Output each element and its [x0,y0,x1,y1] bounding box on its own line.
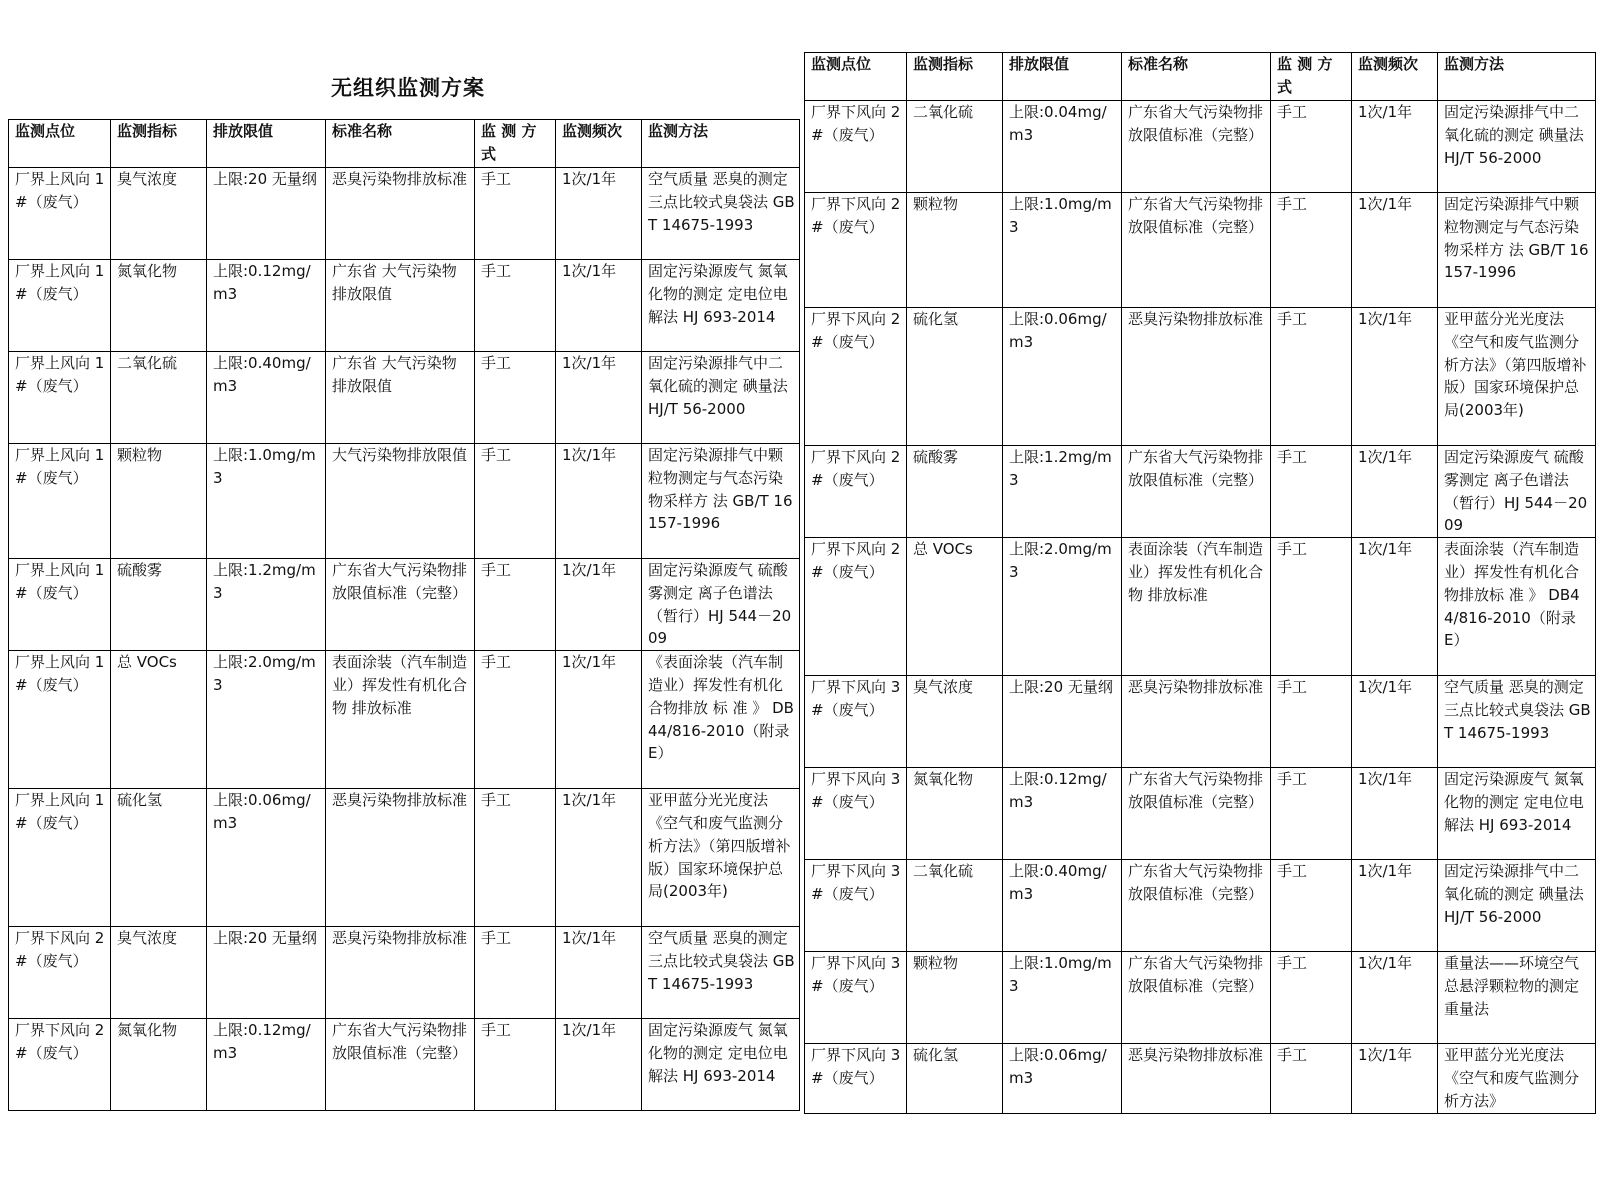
cell-indicator: 硫酸雾 [111,559,207,651]
cell-indicator: 硫酸雾 [907,446,1003,538]
cell-limit: 上限:1.0mg/m3 [207,444,326,559]
col-header-mode: 监 测 方式 [1271,53,1352,101]
cell-method: 固定污染源排气中二氧化硫的测定 碘量法 HJ/T 56-2000 [1438,101,1596,193]
cell-mode: 手工 [475,927,556,1019]
cell-method: 固定污染源废气 氮氧化物的测定 定电位电解法 HJ 693-2014 [1438,768,1596,860]
cell-frequency: 1次/1年 [556,789,642,927]
cell-location: 厂界下风向 3#（废气） [805,860,907,952]
cell-mode: 手工 [1271,538,1352,676]
col-header-location: 监测点位 [9,120,111,168]
cell-frequency: 1次/1年 [1352,1044,1438,1113]
cell-limit: 上限:0.12mg/m3 [207,260,326,352]
cell-standard: 广东省大气污染物排放限值标准（完整） [326,559,475,651]
table-row [805,1044,1596,1113]
cell-location: 厂界上风向 1#（废气） [9,559,111,651]
cell-location: 厂界下风向 2#（废气） [805,101,907,193]
cell-indicator: 颗粒物 [907,952,1003,1044]
table-row [805,538,1596,676]
cell-limit: 上限:0.06mg/m3 [1003,1044,1122,1113]
cell-frequency: 1次/1年 [556,927,642,1019]
cell-method: 固定污染源废气 硫酸雾测定 离子色谱法（暂行）HJ 544－2009 [1438,446,1596,538]
cell-standard: 广东省 大气污染物排放限值 [326,352,475,444]
col-header-frequency: 监测频次 [1352,53,1438,101]
cell-method: 空气质量 恶臭的测定 三点比较式臭袋法 GB T 14675-1993 [1438,676,1596,768]
cell-frequency: 1次/1年 [1352,952,1438,1044]
cell-indicator: 二氧化硫 [111,352,207,444]
cell-method: 《表面涂装（汽车制造业）挥发性有机化合物排放 标 准 》 DB44/816-2010（附录 E） [642,651,800,789]
cell-location: 厂界下风向 3#（废气） [805,676,907,768]
cell-frequency: 1次/1年 [556,651,642,789]
cell-method: 固定污染源废气 氮氧化物的测定 定电位电解法 HJ 693-2014 [642,1019,800,1111]
cell-indicator: 臭气浓度 [111,168,207,260]
table-row [805,193,1596,308]
cell-mode: 手工 [1271,860,1352,952]
cell-indicator: 二氧化硫 [907,101,1003,193]
table-row [9,651,800,789]
cell-location: 厂界上风向 1#（废气） [9,789,111,927]
cell-method: 重量法——环境空气 总悬浮颗粒物的测定 重量法 [1438,952,1596,1044]
cell-indicator: 臭气浓度 [907,676,1003,768]
cell-standard: 表面涂装（汽车制造业）挥发性有机化合物 排放标准 [1122,538,1271,676]
cell-indicator: 二氧化硫 [907,860,1003,952]
cell-indicator: 硫化氢 [907,308,1003,446]
cell-method: 固定污染源排气中二氧化硫的测定 碘量法 HJ/T 56-2000 [1438,860,1596,952]
table-row [805,308,1596,446]
monitoring-table-right [804,52,1596,1114]
cell-limit: 上限:20 无量纲 [207,168,326,260]
cell-mode: 手工 [475,1019,556,1111]
table-row [9,444,800,559]
col-header-mode: 监 测 方式 [475,120,556,168]
cell-location: 厂界上风向 1#（废气） [9,168,111,260]
header-row [805,53,1596,101]
cell-method: 表面涂装（汽车制造业）挥发性有机化合物排放标 准 》 DB44/816-2010（附录 E） [1438,538,1596,676]
cell-standard: 恶臭污染物排放标准 [1122,1044,1271,1113]
cell-limit: 上限:1.2mg/m3 [1003,446,1122,538]
col-header-method: 监测方法 [642,120,800,168]
cell-location: 厂界下风向 2#（废气） [805,193,907,308]
cell-frequency: 1次/1年 [556,559,642,651]
cell-limit: 上限:20 无量纲 [1003,676,1122,768]
cell-indicator: 颗粒物 [907,193,1003,308]
cell-standard: 广东省 大气污染物排放限值 [326,260,475,352]
cell-frequency: 1次/1年 [556,444,642,559]
cell-method: 亚甲蓝分光光度法《空气和废气监测分析方法》（第四版增补版）国家环境保护总局(2003年) [1438,308,1596,446]
cell-limit: 上限:2.0mg/m3 [207,651,326,789]
cell-standard: 大气污染物排放限值 [326,444,475,559]
table-row [9,352,800,444]
col-header-indicator: 监测指标 [907,53,1003,101]
cell-frequency: 1次/1年 [556,352,642,444]
table-row [805,676,1596,768]
cell-indicator: 硫化氢 [111,789,207,927]
cell-limit: 上限:1.2mg/m3 [207,559,326,651]
table-row [805,952,1596,1044]
cell-location: 厂界下风向 2#（废气） [9,1019,111,1111]
cell-frequency: 1次/1年 [1352,193,1438,308]
cell-standard: 广东省大气污染物排放限值标准（完整） [1122,193,1271,308]
col-header-standard: 标准名称 [1122,53,1271,101]
table-row [9,168,800,260]
cell-method: 固定污染源排气中颗粒物测定与气态污染物采样方 法 GB/T 16157-1996 [1438,193,1596,308]
col-header-limit: 排放限值 [1003,53,1122,101]
cell-limit: 上限:20 无量纲 [207,927,326,1019]
cell-mode: 手工 [1271,1044,1352,1113]
header-row [9,120,800,168]
cell-limit: 上限:0.12mg/m3 [1003,768,1122,860]
cell-indicator: 总 VOCs [907,538,1003,676]
cell-standard: 广东省大气污染物排放限值标准（完整） [1122,446,1271,538]
cell-mode: 手工 [475,651,556,789]
cell-method: 亚甲蓝分光光度法《空气和废气监测分析方法》 [1438,1044,1596,1113]
cell-limit: 上限:1.0mg/m3 [1003,193,1122,308]
col-header-location: 监测点位 [805,53,907,101]
document-title: 无组织监测方案 [331,76,485,100]
cell-indicator: 硫化氢 [907,1044,1003,1113]
cell-location: 厂界上风向 1#（废气） [9,444,111,559]
cell-frequency: 1次/1年 [556,1019,642,1111]
cell-location: 厂界下风向 2#（废气） [805,308,907,446]
cell-limit: 上限:0.12mg/m3 [207,1019,326,1111]
cell-location: 厂界下风向 2#（废气） [805,538,907,676]
cell-standard: 恶臭污染物排放标准 [326,168,475,260]
table-row [9,927,800,1019]
cell-limit: 上限:0.06mg/m3 [207,789,326,927]
cell-indicator: 氮氧化物 [111,260,207,352]
cell-mode: 手工 [475,444,556,559]
table-row [805,446,1596,538]
cell-frequency: 1次/1年 [556,168,642,260]
col-header-standard: 标准名称 [326,120,475,168]
table-row [9,559,800,651]
cell-mode: 手工 [1271,193,1352,308]
table-row [9,260,800,352]
col-header-frequency: 监测频次 [556,120,642,168]
cell-method: 空气质量 恶臭的测定 三点比较式臭袋法 GB T 14675-1993 [642,168,800,260]
cell-indicator: 臭气浓度 [111,927,207,1019]
cell-limit: 上限:0.40mg/m3 [207,352,326,444]
cell-standard: 广东省大气污染物排放限值标准（完整） [1122,768,1271,860]
cell-mode: 手工 [475,789,556,927]
monitoring-table-left [8,119,800,1111]
cell-standard: 恶臭污染物排放标准 [326,789,475,927]
cell-standard: 恶臭污染物排放标准 [326,927,475,1019]
cell-mode: 手工 [1271,676,1352,768]
cell-location: 厂界上风向 1#（废气） [9,651,111,789]
table-row [805,860,1596,952]
cell-frequency: 1次/1年 [1352,538,1438,676]
cell-frequency: 1次/1年 [556,260,642,352]
cell-limit: 上限:0.40mg/m3 [1003,860,1122,952]
cell-method: 空气质量 恶臭的测定 三点比较式臭袋法 GB T 14675-1993 [642,927,800,1019]
cell-frequency: 1次/1年 [1352,768,1438,860]
cell-mode: 手工 [1271,101,1352,193]
cell-location: 厂界下风向 3#（废气） [805,1044,907,1113]
cell-standard: 广东省大气污染物排放限值标准（完整） [1122,101,1271,193]
cell-location: 厂界下风向 3#（废气） [805,768,907,860]
cell-frequency: 1次/1年 [1352,860,1438,952]
col-header-limit: 排放限值 [207,120,326,168]
cell-frequency: 1次/1年 [1352,308,1438,446]
cell-standard: 广东省大气污染物排放限值标准（完整） [1122,860,1271,952]
cell-standard: 恶臭污染物排放标准 [1122,676,1271,768]
cell-indicator: 总 VOCs [111,651,207,789]
cell-limit: 上限:2.0mg/m3 [1003,538,1122,676]
cell-mode: 手工 [475,559,556,651]
cell-location: 厂界下风向 2#（废气） [9,927,111,1019]
cell-location: 厂界下风向 2#（废气） [805,446,907,538]
cell-limit: 上限:0.04mg/m3 [1003,101,1122,193]
cell-mode: 手工 [1271,446,1352,538]
cell-method: 固定污染源废气 硫酸雾测定 离子色谱法（暂行）HJ 544－2009 [642,559,800,651]
cell-frequency: 1次/1年 [1352,101,1438,193]
cell-location: 厂界上风向 1#（废气） [9,352,111,444]
cell-indicator: 氮氧化物 [111,1019,207,1111]
cell-limit: 上限:1.0mg/m3 [1003,952,1122,1044]
cell-mode: 手工 [1271,952,1352,1044]
cell-mode: 手工 [1271,308,1352,446]
cell-mode: 手工 [475,168,556,260]
col-header-method: 监测方法 [1438,53,1596,101]
cell-method: 固定污染源排气中颗粒物测定与气态污染物采样方 法 GB/T 16157-1996 [642,444,800,559]
cell-standard: 恶臭污染物排放标准 [1122,308,1271,446]
cell-location: 厂界上风向 1#（废气） [9,260,111,352]
table-row [805,101,1596,193]
cell-frequency: 1次/1年 [1352,446,1438,538]
cell-frequency: 1次/1年 [1352,676,1438,768]
cell-standard: 表面涂装（汽车制造业）挥发性有机化合物 排放标准 [326,651,475,789]
cell-indicator: 氮氧化物 [907,768,1003,860]
table-row [9,789,800,927]
cell-mode: 手工 [1271,768,1352,860]
cell-method: 亚甲蓝分光光度法《空气和废气监测分析方法》（第四版增补版）国家环境保护总局(2003年) [642,789,800,927]
cell-indicator: 颗粒物 [111,444,207,559]
col-header-indicator: 监测指标 [111,120,207,168]
cell-mode: 手工 [475,260,556,352]
cell-method: 固定污染源排气中二氧化硫的测定 碘量法 HJ/T 56-2000 [642,352,800,444]
cell-mode: 手工 [475,352,556,444]
cell-limit: 上限:0.06mg/m3 [1003,308,1122,446]
table-row [9,1019,800,1111]
cell-standard: 广东省大气污染物排放限值标准（完整） [326,1019,475,1111]
cell-location: 厂界下风向 3#（废气） [805,952,907,1044]
cell-method: 固定污染源废气 氮氧化物的测定 定电位电解法 HJ 693-2014 [642,260,800,352]
table-row [805,768,1596,860]
cell-standard: 广东省大气污染物排放限值标准（完整） [1122,952,1271,1044]
